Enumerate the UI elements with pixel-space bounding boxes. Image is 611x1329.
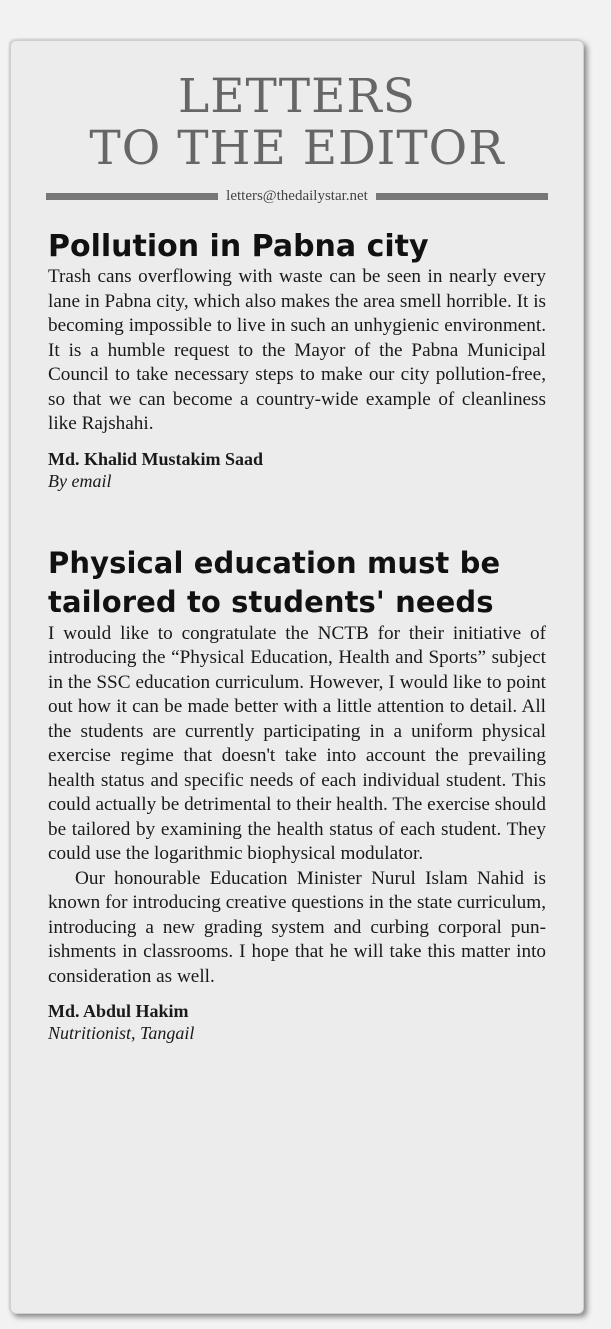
letter-1-author: Md. Khalid Mustakim Saad — [48, 448, 264, 469]
section-masthead — [11, 71, 583, 175]
email-rule-row — [11, 188, 583, 205]
letter-2-author: Md. Abdul Hakim — [48, 1001, 189, 1021]
letter-2-origin: Nutritionist, Tangail — [48, 1023, 195, 1043]
letter-1 — [11, 229, 583, 492]
masthead-line-2: TO THE EDITOR — [89, 121, 505, 176]
letter-1-origin: By email — [48, 470, 112, 491]
letter-1-title: Pollution in Pabna city — [48, 229, 429, 264]
letter-1-body — [48, 265, 546, 437]
letter-1-paragraph-1: Trash cans overflowing with waste can be seen in nearly every lane in Pabna city, which also makes the area smell horrible. It is becoming impossible to live in such an unhygienic environment. It is a humble request to the Mayor of the Pabna Municipal Council to take necessary steps to make our city pollution-free, so that we can become a country-wide example of cleanliness like Rajshahi. — [48, 266, 546, 434]
letter-2-paragraph-1: I would like to congratulate the NCTB for their initiative of introducing the “Physical Education, Health and Sports” subject in the SSC education curriculum. However, I would like to point out how it can be made better with a little attention to detail. All the students are currently participating in a uniform physical exercise regime that doesn't take into account the prevailing health status and specific needs of each individual student. This could actually be detrimental to their health. The exercise should be tailored by examining the health status of each student. They could use the logarithmic biophysical modulator. — [48, 622, 546, 864]
letter-2-title: Physical education must be tailored to students' needs — [48, 545, 501, 619]
letter-2 — [11, 544, 583, 1045]
letter-2-paragraph-2: Our honourable Education Minister Nurul Islam Nahid is known for introducing creative questions in the state curriculum, introducing a new grading system and curbing corporal punishments in classrooms. I hope that he will take this matter into consideration as well. — [48, 867, 546, 987]
letters-card — [10, 40, 584, 1314]
right-rule — [376, 193, 548, 200]
editor-email: letters@thedailystar.net — [226, 188, 368, 204]
masthead-line-1: LETTERS — [178, 69, 416, 124]
letter-2-body — [48, 622, 546, 990]
left-rule — [46, 193, 218, 200]
